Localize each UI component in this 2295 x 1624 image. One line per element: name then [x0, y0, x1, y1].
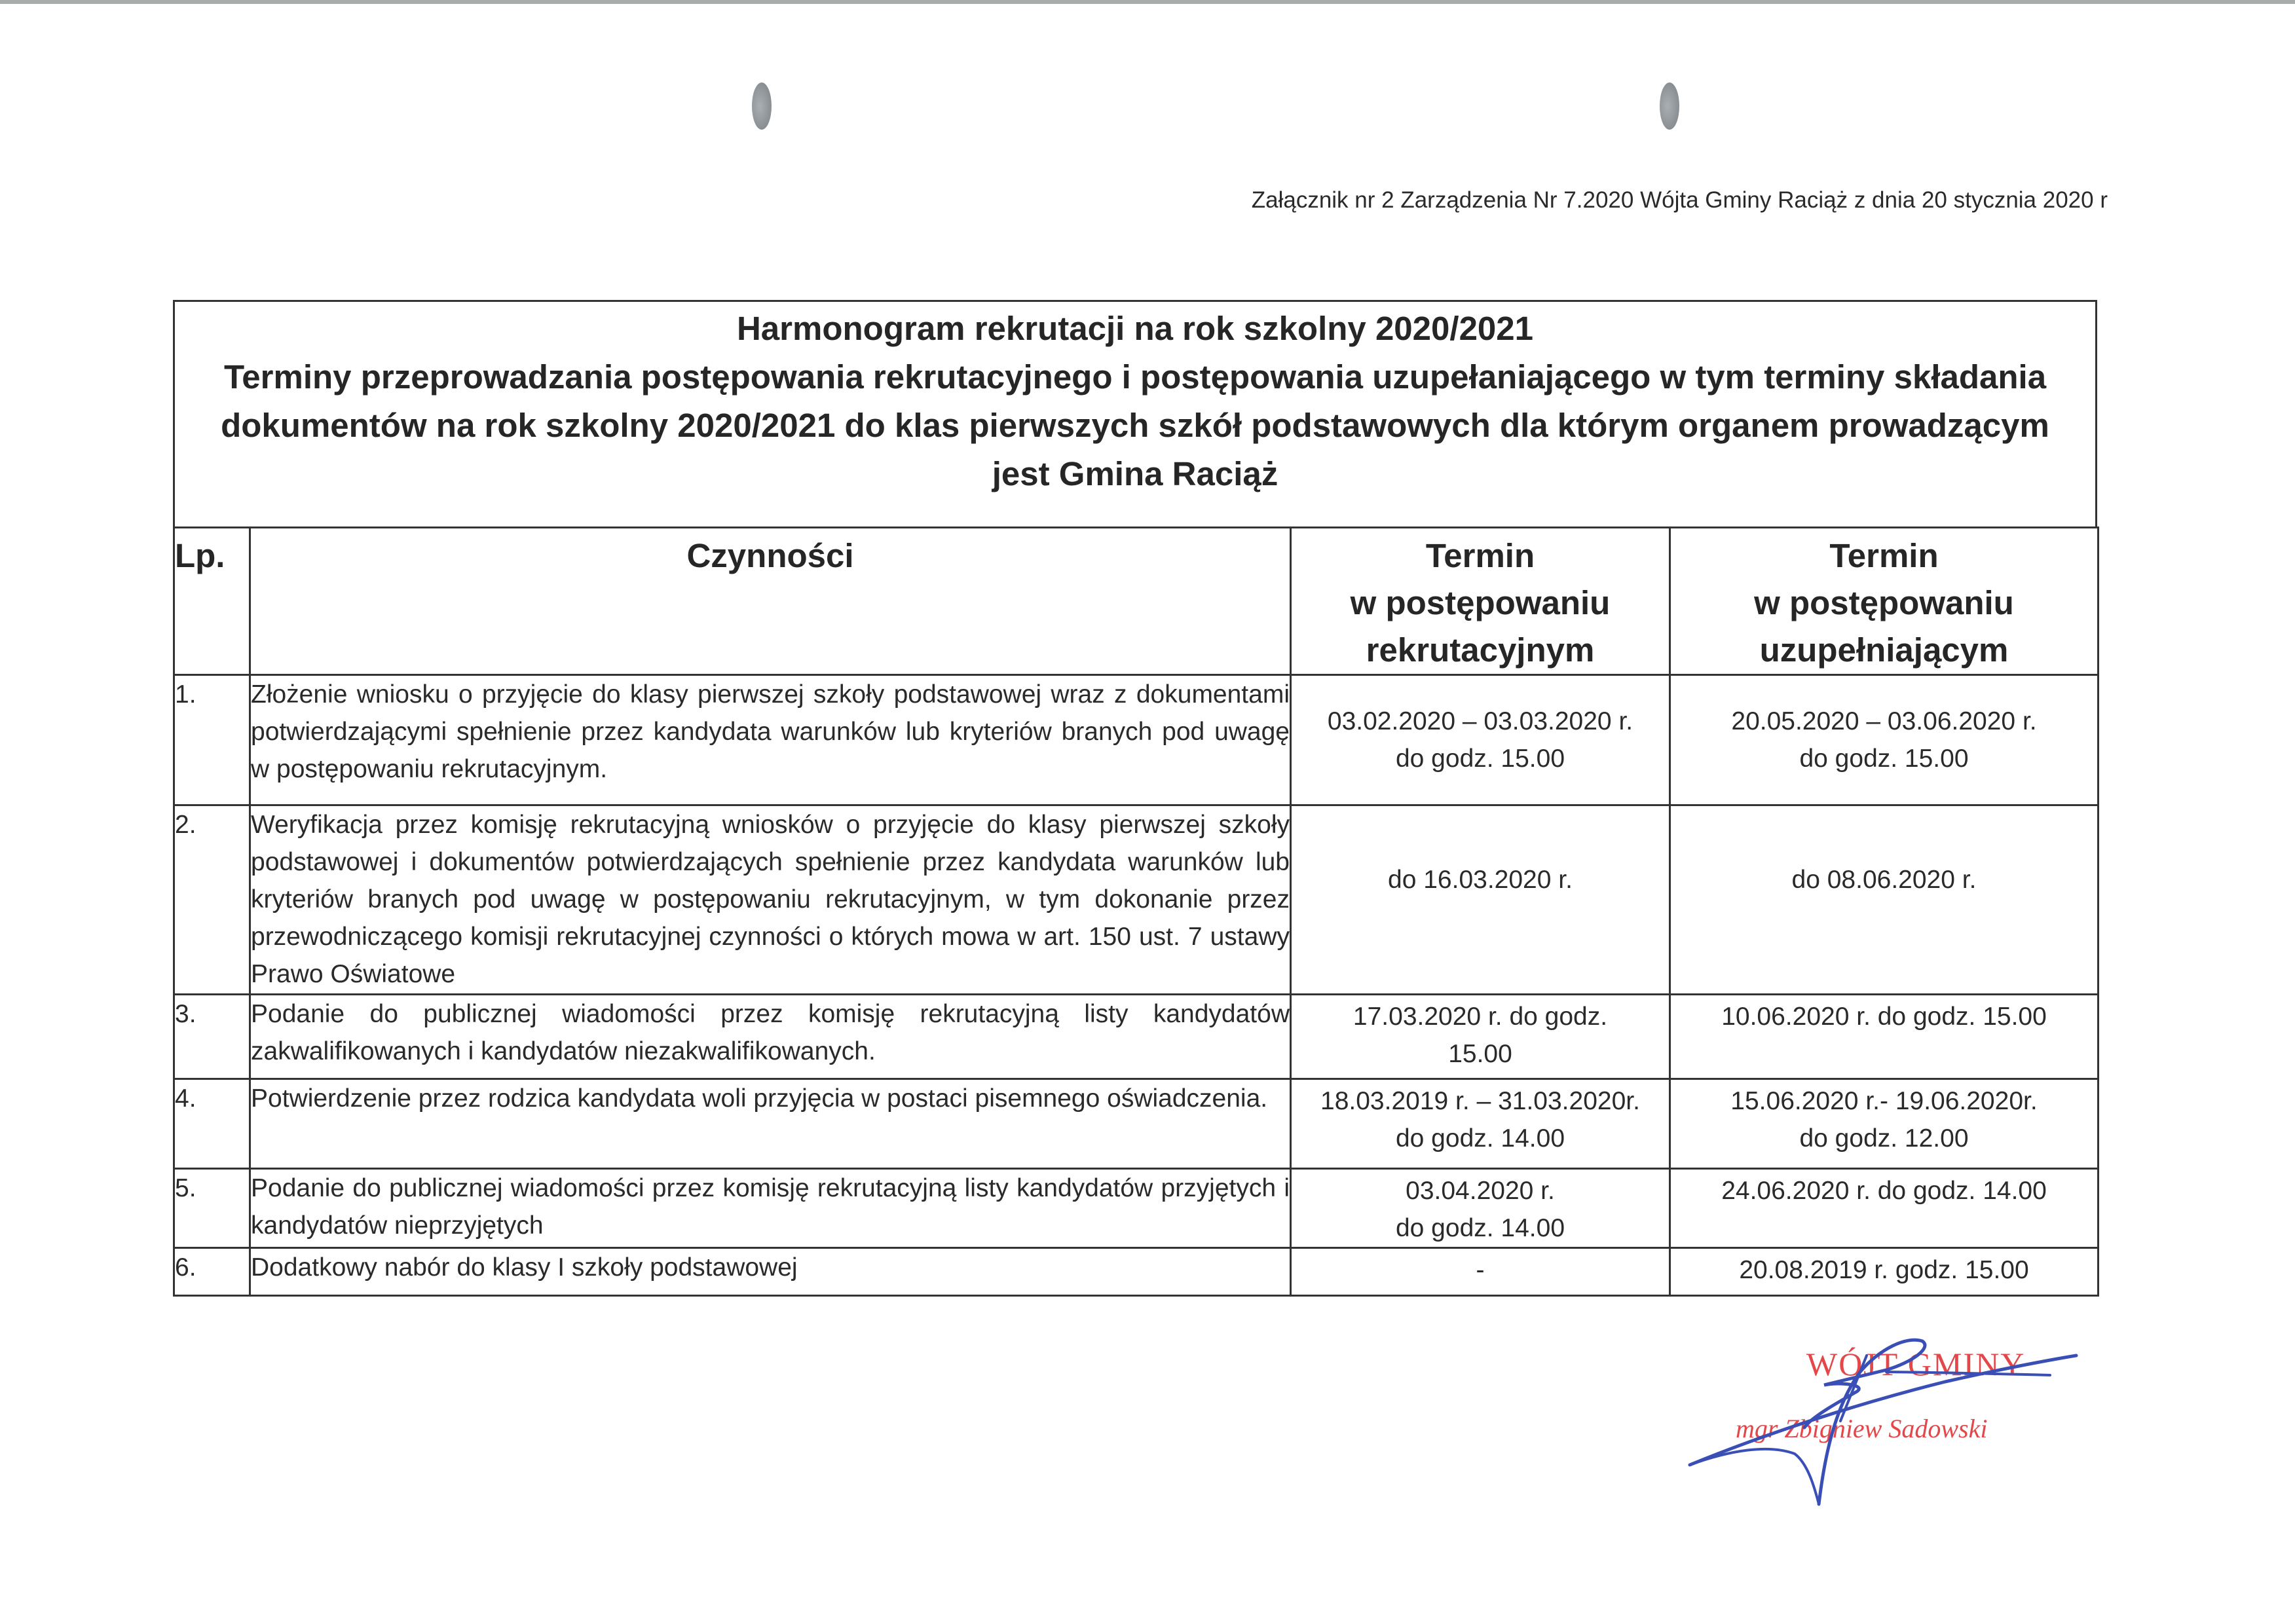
- row-activity: Podanie do publicznej wiadomości przez komisję rekrutacyjną listy kandydatów zakwalifikowanych i kandydatów niezakwalifikowanych.: [250, 995, 1291, 1079]
- header-line: Termin: [1829, 537, 1939, 574]
- row-number: 5.: [174, 1169, 250, 1248]
- stamp-name: mgr Zbigniew Sadowski: [1736, 1414, 1988, 1443]
- row-number: 1.: [174, 675, 250, 805]
- term-line: 24.06.2020 r. do godz. 14.00: [1721, 1177, 2047, 1205]
- row-number: 4.: [174, 1079, 250, 1169]
- signature-stroke: [1840, 1356, 1867, 1421]
- document-subtitle-line-2: dokumentów na rok szkolny 2020/2021 do klas pierwszych szkół podstawowych dla którym organem prowadzącym: [221, 407, 2049, 444]
- punch-hole-left: [752, 83, 772, 130]
- header-line: w postępowaniu: [1754, 584, 2014, 621]
- term-line: do 16.03.2020 r.: [1388, 866, 1573, 894]
- column-header-term-supplementary: [1670, 528, 2099, 675]
- term-line: 03.02.2020 – 03.03.2020 r.: [1327, 707, 1633, 735]
- signature-stroke: [1804, 1340, 1925, 1504]
- term-line: do godz. 14.00: [1395, 1124, 1565, 1153]
- column-header-lp: Lp.: [174, 528, 250, 675]
- row-term-supplementary: [1670, 805, 2099, 995]
- document-subtitle-line-3: jest Gmina Raciąż: [992, 455, 1278, 492]
- row-term-supplementary: [1670, 675, 2099, 805]
- scan-top-edge: [0, 0, 2295, 4]
- table-row: [174, 1169, 2099, 1248]
- term-line: 03.04.2020 r.: [1406, 1177, 1555, 1205]
- row-number: 2.: [174, 805, 250, 995]
- row-term-recruitment: [1291, 995, 1670, 1079]
- row-term-supplementary: [1670, 1248, 2099, 1296]
- row-activity: Potwierdzenie przez rodzica kandydata woli przyjęcia w postaci pisemnego oświadczenia.: [250, 1079, 1291, 1169]
- term-line: -: [1476, 1256, 1485, 1284]
- term-line: do godz. 15.00: [1799, 745, 1969, 773]
- row-number: 6.: [174, 1248, 250, 1296]
- signature-stroke: [1886, 1372, 2050, 1375]
- header-line: w postępowaniu: [1350, 584, 1611, 621]
- header-line: rekrutacyjnym: [1366, 631, 1595, 669]
- schedule-table: [173, 526, 2099, 1297]
- term-line: 18.03.2019 r. – 31.03.2020r.: [1320, 1087, 1640, 1115]
- term-line: 20.05.2020 – 03.06.2020 r.: [1731, 707, 2037, 735]
- term-line: do godz. 12.00: [1799, 1124, 1969, 1153]
- row-activity: Podanie do publicznej wiadomości przez komisję rekrutacyjną listy kandydatów przyjętych i kandydatów nieprzyjętych: [250, 1169, 1291, 1248]
- header-line: uzupełniającym: [1759, 631, 2009, 669]
- table-row: [174, 1079, 2099, 1169]
- stamp-title: WÓJT GMINY: [1806, 1346, 2026, 1382]
- term-line: 17.03.2020 r. do godz.: [1353, 1003, 1608, 1031]
- column-header-activity: Czynności: [250, 528, 1291, 675]
- row-term-supplementary: [1670, 1169, 2099, 1248]
- row-activity: Złożenie wniosku o przyjęcie do klasy pierwszej szkoły podstawowej wraz z dokumentami potwierdzającymi spełnienie przez kandydata warunków lub kryteriów branych pod uwagę w postępowaniu rekrutacyjnym.: [250, 675, 1291, 805]
- table-row: [174, 675, 2099, 805]
- table-row: [174, 805, 2099, 995]
- row-term-recruitment: [1291, 1169, 1670, 1248]
- handwritten-signature-icon: [1670, 1310, 2194, 1519]
- row-term-recruitment: [1291, 805, 1670, 995]
- row-number: 3.: [174, 995, 250, 1079]
- term-line: 15.00: [1448, 1040, 1512, 1068]
- official-stamp: [1670, 1310, 2194, 1519]
- document-title: Harmonogram rekrutacji na rok szkolny 2020/2021: [736, 310, 1534, 347]
- header-line: Termin: [1425, 537, 1535, 574]
- term-line: do godz. 15.00: [1395, 745, 1565, 773]
- document-title-box: [173, 300, 2097, 526]
- document-subtitle-line-1: Terminy przeprowadzania postępowania rekrutacyjnego i postępowania uzupełaniającego w tym terminy składania: [223, 358, 2047, 396]
- table-row: [174, 995, 2099, 1079]
- row-term-supplementary: [1670, 995, 2099, 1079]
- row-term-supplementary: [1670, 1079, 2099, 1169]
- attachment-note: Załącznik nr 2 Zarządzenia Nr 7.2020 Wójta Gminy Raciąż z dnia 20 stycznia 2020 r: [1251, 187, 2108, 213]
- table-header-row: [174, 528, 2099, 675]
- term-line: do 08.06.2020 r.: [1791, 866, 1977, 894]
- row-term-recruitment: [1291, 1248, 1670, 1296]
- table-row: [174, 1248, 2099, 1296]
- row-activity: Weryfikacja przez komisję rekrutacyjną wniosków o przyjęcie do klasy pierwszej szkoły podstawowej i dokumentów potwierdzających spełnienie przez kandydata warunków lub kryteriów branych pod uwagę w postępowaniu rekrutacyjnym, w tym dokonanie przez przewodniczącego komisji rekrutacyjnej czynności o których mowa w art. 150 ust. 7 ustawy Prawo Oświatowe: [250, 805, 1291, 995]
- row-activity: Dodatkowy nabór do klasy I szkoły podstawowej: [250, 1248, 1291, 1296]
- signature-stroke: [1690, 1449, 1819, 1504]
- punch-hole-right: [1660, 83, 1679, 130]
- term-line: 10.06.2020 r. do godz. 15.00: [1721, 1003, 2047, 1031]
- row-term-recruitment: [1291, 675, 1670, 805]
- recruitment-schedule: [173, 300, 2097, 1287]
- term-line: 15.06.2020 r.- 19.06.2020r.: [1730, 1087, 2038, 1115]
- row-term-recruitment: [1291, 1079, 1670, 1169]
- term-line: do godz. 14.00: [1395, 1214, 1565, 1242]
- term-line: 20.08.2019 r. godz. 15.00: [1739, 1256, 2029, 1284]
- column-header-term-recruitment: [1291, 528, 1670, 675]
